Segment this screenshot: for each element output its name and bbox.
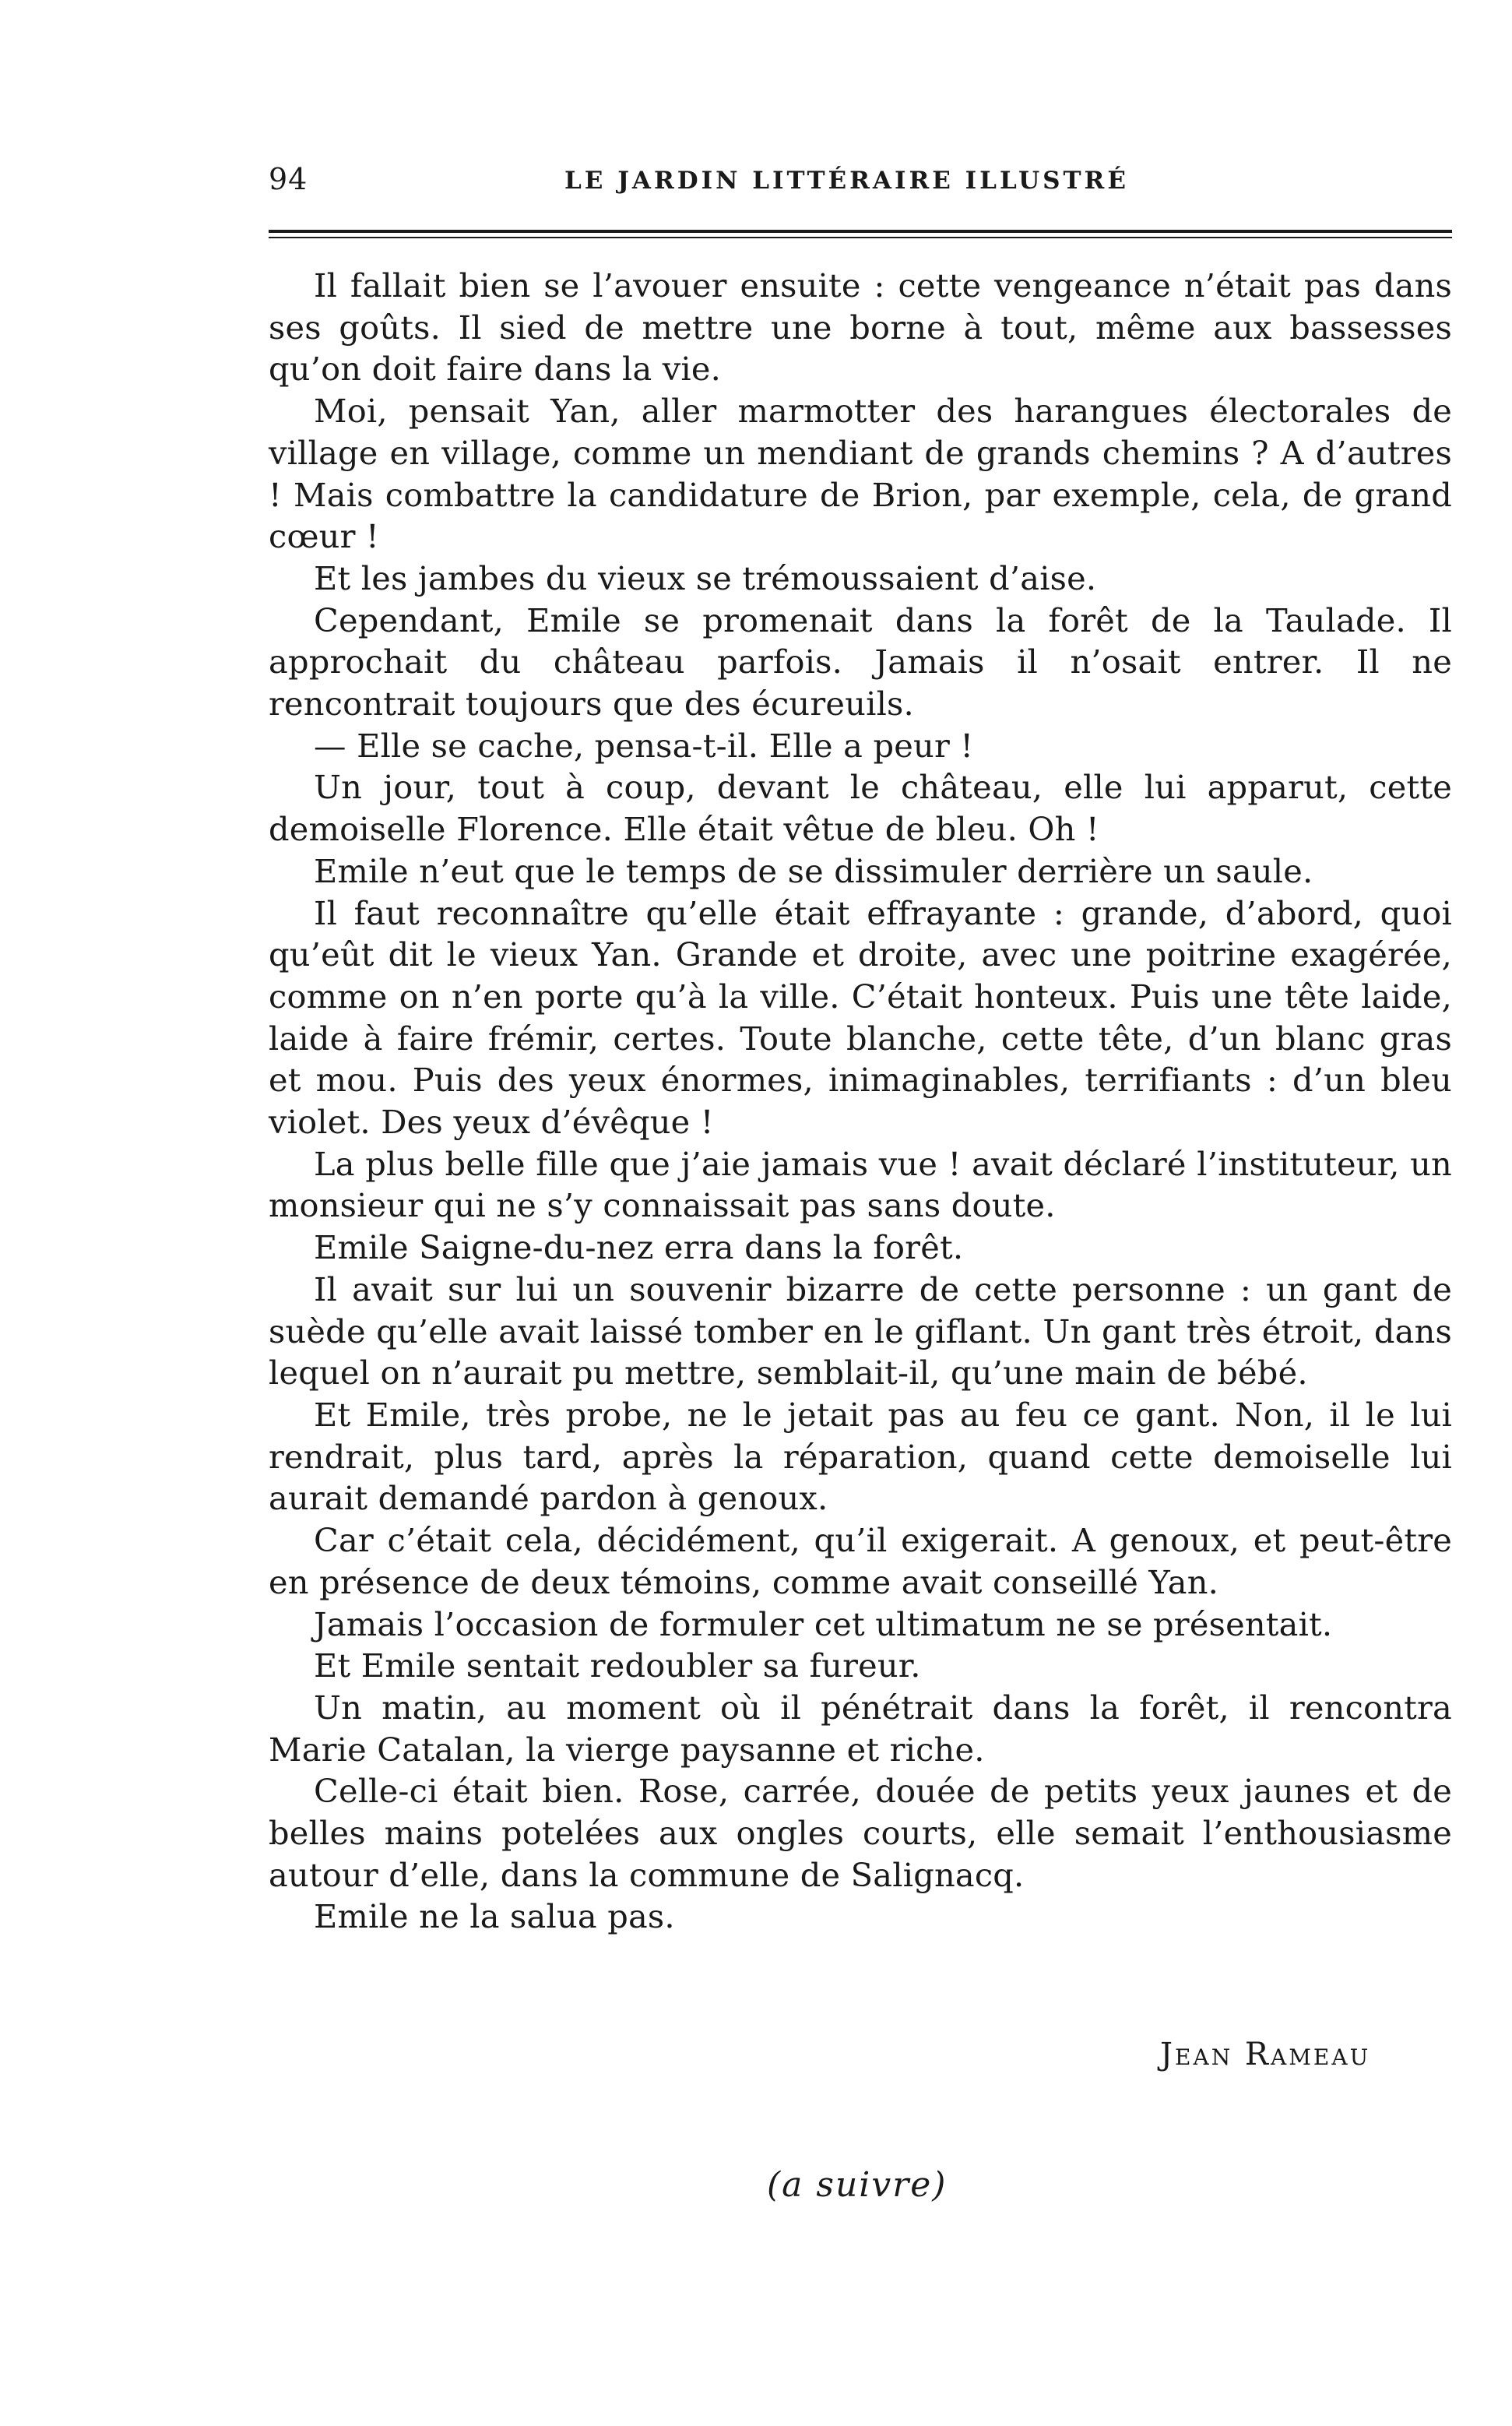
header-rule-thin <box>269 237 1452 238</box>
paragraph: Et Emile sentait redoubler sa fureur. <box>314 1646 921 1685</box>
paragraph: Emile ne la salua pas. <box>314 1897 675 1936</box>
paragraph: Moi, pensait Yan, aller marmotter des harangues électorales de village en village, comme un mendiant de grands chemins ? A d’autres ! Mais combattre la candidature de Brion, par exemple, cela, de grand cœur ! <box>269 392 1452 556</box>
article-body <box>269 265 1452 1938</box>
running-title: LE JARDIN LITTÉRAIRE ILLUSTRÉ <box>564 167 1129 195</box>
paragraph: Il fallait bien se l’avouer ensuite : cette vengeance n’était pas dans ses goûts. Il sied de mettre une borne à tout, même aux bassesses qu’on doit faire dans la vie. <box>269 266 1452 389</box>
author-signature: Jean Rameau <box>1160 2037 1371 2072</box>
paragraph: Cependant, Emile se promenait dans la forêt de la Taulade. Il approchait du château parfois. Jamais il n’osait entrer. Il ne rencontrait toujours que des écureuils. <box>269 600 1452 724</box>
paragraph: Il faut reconnaître qu’elle était effrayante : grande, d’abord, quoi qu’eût dit le vieux Yan. Grande et droite, avec une poitrine exagérée, comme on n’en porte qu’à la ville. C’était honteux. Puis une tête laide, laide à faire frémir, certes. Toute blanche, cette tête, d’un blanc gras et mou. Puis des yeux énormes, inimaginables, terrifiants : d’un bleu violet. Des yeux d’évêque ! <box>269 893 1452 1142</box>
paragraph: Et Emile, très probe, ne le jetait pas au feu ce gant. Non, il le lui rendrait, plus tard, après la réparation, quand cette demoiselle lui aurait demandé pardon à genoux. <box>269 1395 1452 1518</box>
paragraph: — Elle se cache, pensa-t-il. Elle a peur ! <box>314 726 974 765</box>
paragraph: Emile Saigne-du-nez erra dans la forêt. <box>314 1228 964 1267</box>
paragraph: Car c’était cela, décidément, qu’il exigerait. A genoux, et peut-être en présence de deux témoins, comme avait conseillé Yan. <box>269 1521 1452 1601</box>
page-header <box>269 156 1452 202</box>
header-rule-thick <box>269 230 1452 233</box>
paragraph: Emile n’eut que le temps de se dissimuler derrière un saule. <box>314 851 1313 890</box>
paragraph: Il avait sur lui un souvenir bizarre de cette personne : un gant de suède qu’elle avait laissé tomber en le giflant. Un gant très étroit, dans lequel on n’aurait pu mettre, semblait-il, qu’une main de bébé. <box>269 1269 1452 1393</box>
continuation-note: (a suivre) <box>767 2165 948 2205</box>
page-number: 94 <box>269 162 308 196</box>
paragraph: Jamais l’occasion de formuler cet ultimatum ne se présentait. <box>314 1604 1333 1643</box>
paragraph: Un jour, tout à coup, devant le château, elle lui apparut, cette demoiselle Florence. Elle était vêtue de bleu. Oh ! <box>269 768 1452 849</box>
paragraph: Celle-ci était bien. Rose, carrée, douée de petits yeux jaunes et de belles mains potelées aux ongles courts, elle semait l’enthousiasme autour d’elle, dans la commune de Salignacq. <box>269 1772 1452 1894</box>
paragraph: Un matin, au moment où il pénétrait dans la forêt, il rencontra Marie Catalan, la vierge paysanne et riche. <box>269 1688 1452 1769</box>
paragraph: Et les jambes du vieux se trémoussaient d’aise. <box>314 558 1097 597</box>
paragraph: La plus belle fille que j’aie jamais vue ! avait déclaré l’instituteur, un monsieur qui ne s’y connaissait pas sans doute. <box>269 1144 1452 1225</box>
